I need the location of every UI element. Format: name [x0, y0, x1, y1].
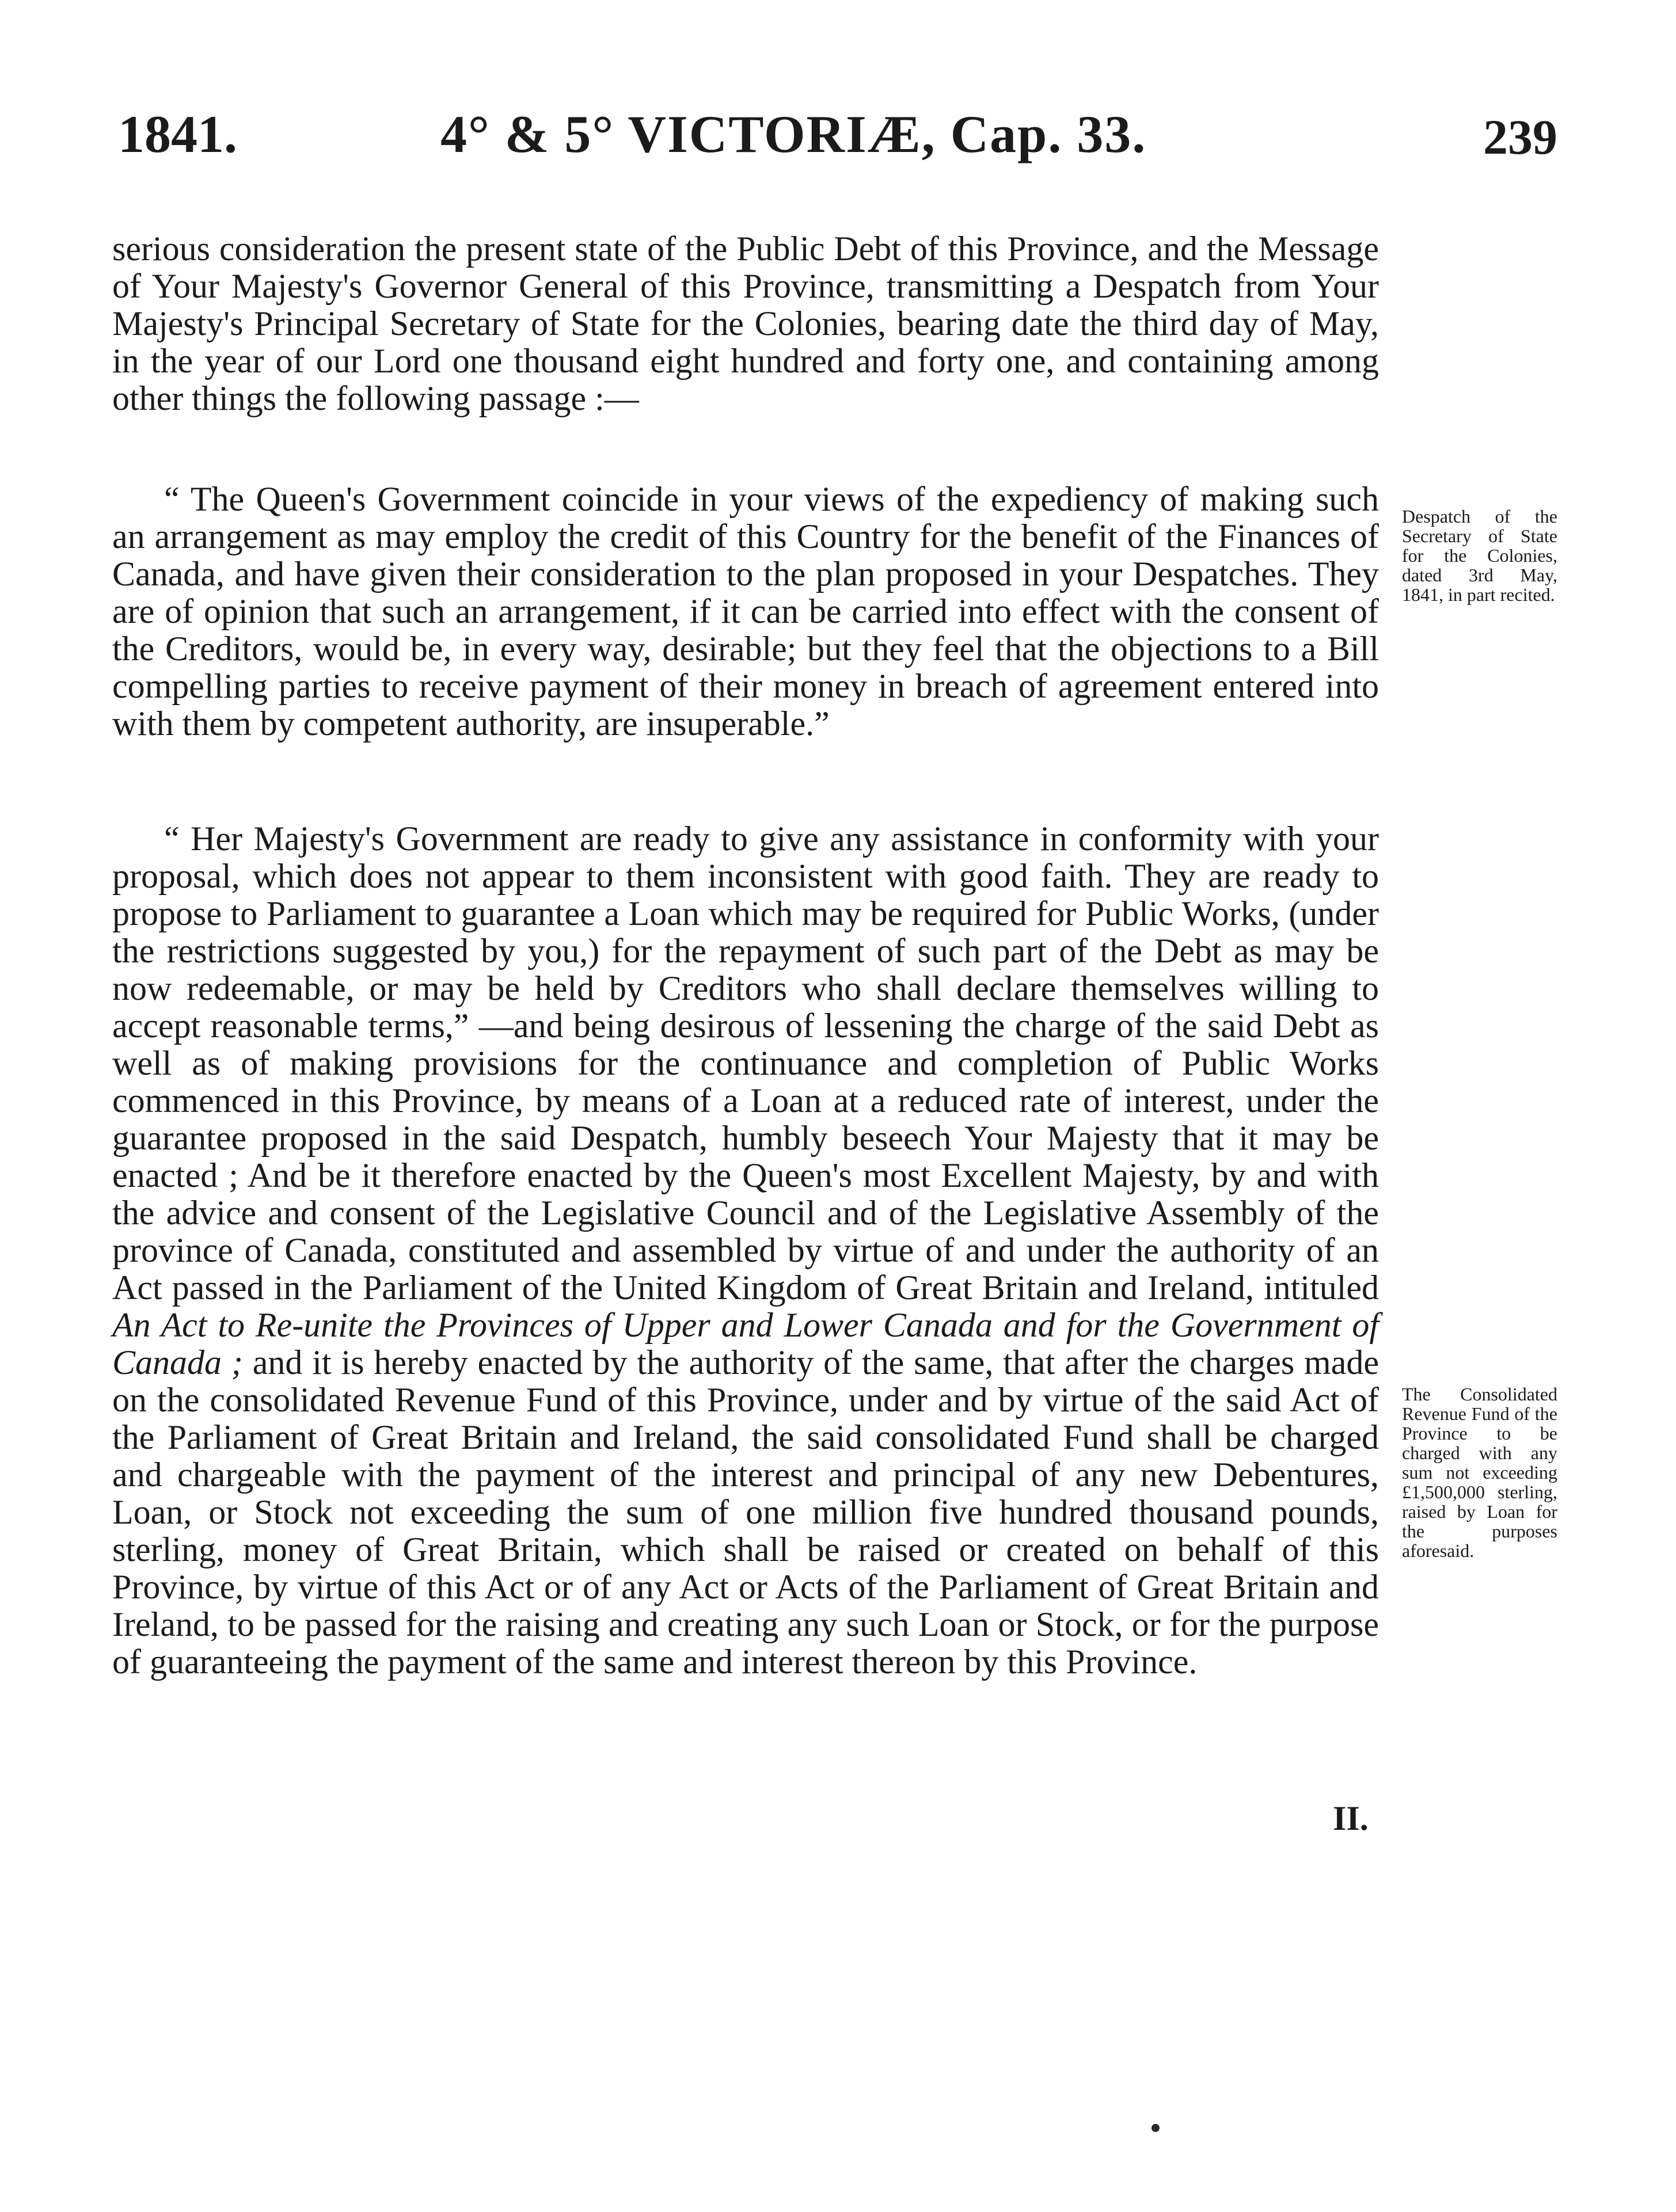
- paragraph-3-closing: and it is hereby enacted by the authority of the same, that after the charges made on the consolidated Revenue Fund of this Province, under and by virtue of the said Act of the Parliament of Great Britain and Ireland, the said consolidated Fund shall be charged and chargeable with the payment of the interest and principal of any new Debentures, Loan, or Stock not exceeding the sum of one million five hundred thousand pounds, sterling, money of Great Britain, which shall be raised or created on behalf of this Province, by virtue of this Act or of any Act or Acts of the Parliament of Great Britain and Ireland, to be passed for the raising and creating any such Loan or Stock, or for the purpose of guaranteeing the payment of the same and interest thereon by this Province.: [112, 1343, 1379, 1681]
- margin-note-despatch: Despatch of the Secretary of State for the Colonies, dated 3rd May, 1841, in part recited.: [1402, 506, 1557, 605]
- catchword: II.: [1333, 1799, 1369, 1837]
- header-title: 4° & 5° VICTORIÆ, Cap. 33.: [440, 105, 1147, 163]
- paragraph-enacting-clause: [112, 820, 1379, 1681]
- ink-speck: [1151, 2124, 1160, 2132]
- paragraph-quote-queens-government: [112, 481, 1379, 743]
- margin-note-revenue-fund: The Consolidated Revenue Fund of the Province to be charged with any sum not exceeding £1,500,000 sterling, raised by Loan for the purposes aforesaid.: [1402, 1384, 1557, 1561]
- paragraph-1-text: serious consideration the present state of the Public Debt of this Province, and the Message of Your Majesty's Governor General of this Province, transmitting a Despatch from Your Majesty's Principal Secretary of State for the Colonies, bearing date the third day of May, in the year of our Lord one thousand eight hundred and forty one, and containing among other things the following passage :—: [112, 230, 1379, 417]
- page-header: [118, 104, 1557, 190]
- paragraph-3-quoted: “ Her Majesty's Government are ready to give any assistance in conformity with your proposal, which does not appear to them inconsistent with good faith. They are ready to propose to Parliament to guarantee a Loan which may be required for Public Works, (under the restrictions suggested by you,) for the repayment of such part of the Debt as may be now redeemable, or may be held by Creditors who shall declare themselves willing to accept reasonable terms,”: [112, 820, 1379, 1045]
- paragraph-2-text: “ The Queen's Government coincide in your views of the expediency of making such an arrangement as may employ the credit of this Country for the benefit of the Finances of Canada, and have given their consideration to the plan proposed in your Despatches. They are of opinion that such an arrangement, if it can be carried into effect with the consent of the Creditors, would be, in every way, desirable; but they feel that the objections to a Bill compelling parties to receive payment of their money in breach of agreement entered into with them by competent authority, are insuperable.”: [112, 480, 1379, 743]
- paragraph-opening: [112, 230, 1379, 417]
- page-number: 239: [1483, 109, 1557, 165]
- paragraph-3-continuation: —and being desirous of lessening the charge of the said Debt as well as of making provisions for the continuance and completion of Public Works commenced in this Province, by means of a Loan at a reduced rate of interest, under the guarantee proposed in the said Despatch, humbly beseech Your Majesty that it may be enacted ; And be it therefore enacted by the Queen's most Excellent Majesty, by and with the advice and consent of the Legislative Council and of the Legislative Assembly of the province of Canada, constituted and assembled by virtue of and under the authority of an Act passed in the Parliament of the United Kingdom of Great Britain and Ireland, intituled: [112, 1007, 1379, 1307]
- act-title: An Act to Re-unite the Provinces of Upper and Lower Canada and for the Government of Canada ;: [112, 1306, 1379, 1381]
- header-year: 1841.: [118, 105, 237, 163]
